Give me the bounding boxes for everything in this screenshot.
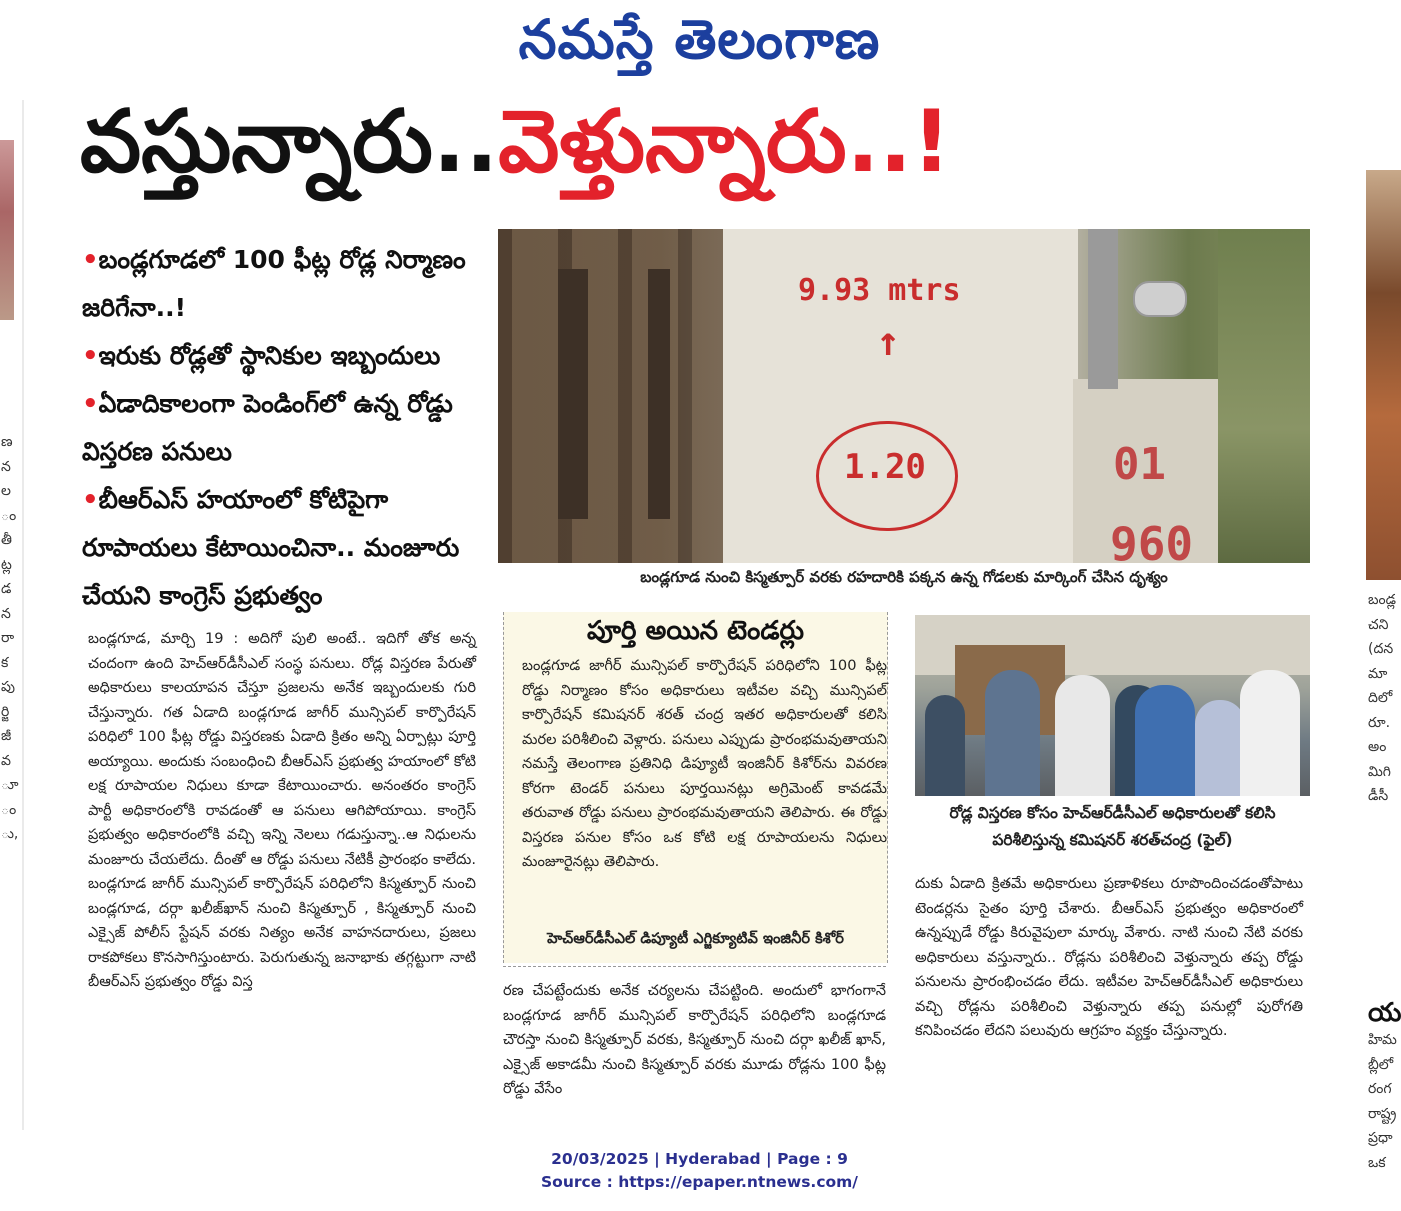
left-clipped-line: డ bbox=[1, 581, 12, 597]
right-clipped-line: చని bbox=[1368, 616, 1389, 633]
left-clipped-line: ం bbox=[1, 801, 17, 818]
left-clipped-line: పు bbox=[1, 679, 15, 695]
right-clipped-line: మిగి bbox=[1368, 763, 1391, 780]
right-clipped-line: హిమ bbox=[1368, 1032, 1397, 1048]
marking-text-top: 9.93 mtrs bbox=[798, 273, 961, 308]
bullet-item: •బండ్లగూడలో 100 ఫీట్ల రోడ్ల నిర్మాణం జరిగేనా..! bbox=[82, 245, 466, 322]
box-title: పూర్తి అయిన టెండర్లు bbox=[587, 616, 804, 646]
photo-1-caption: బండ్లగూడ నుంచి కిస్మత్పూర్ వరకు రహదారికి పక్కన ఉన్న గోడలకు మార్కింగ్ చేసిన దృశ్యం bbox=[640, 568, 1168, 586]
left-clipped-line: ణ bbox=[1, 434, 13, 450]
left-clipped-line: ూ bbox=[1, 777, 19, 793]
highlight-bullets bbox=[82, 236, 492, 620]
right-clipped-line: రంగ bbox=[1368, 1081, 1392, 1097]
headline-part-1: వస్తున్నారు.. bbox=[80, 92, 499, 192]
footer-source-link[interactable]: Source : https://epaper.ntnews.com/ bbox=[541, 1173, 858, 1191]
right-clipped-line: ఒక bbox=[1368, 1154, 1386, 1171]
left-clipped-line: ట్ల bbox=[1, 556, 12, 573]
left-clipped-line: ర్జి bbox=[1, 703, 10, 720]
left-clipped-line: ు, bbox=[1, 826, 19, 842]
article-column-1: బండ్లగూడ, మార్చి 19 : అదిగో పులి అంటే.. ఇదిగో తోక అన్న చందంగా ఉంది హెచ్‌ఆర్‌డీసీఎల్ సంస్థ పనులు. రోడ్ల విస్తరణ పేరుతో అధికారులు కాలయాపన చేస్తూ ప్రజలను అనేక ఇబ్బందులకు గురి చేస్తున్నారు. గత ఏడాది బండ్లగూడ జాగీర్ మున్సిపల్ కార్పొరేషన్ పరిధిలో 100 ఫీట్ల రోడ్డు విస్తరణకు ఏడాది క్రితం అన్ని ఏర్పాట్లు పూర్తి అయ్యాయి. అందుకు సంబంధించి బీఆర్‌ఎస్ ప్రభుత్వ హయాంలో కోటి లక్ష రూపాయల నిధులు కూడా కేటాయించారు. అనంతరం కాంగ్రెస్ పార్టీ అధికారంలోకి రావడంతో ఆ పనులు ఆగిపోయాయి. కాంగ్రెస్ ప్రభుత్వం అధికారంలోకి వచ్చి ఇన్ని నెలలు గడుస్తున్నా..ఆ నిధులను మంజూరు చేయలేదు. దీంతో ఆ రోడ్డు పనులు నేటికీ ప్రారంభం కాలేదు. బండ్లగూడ జాగీర్ మున్సిపల్ కార్పొరేషన్ పరిధిలోని కిస్మత్పూర్ నుంచి బండ్లగూడ, దర్గా ఖలీజ్‌ఖాన్ నుంచి కిస్మత్పూర్ , కిస్మత్పూర్ నుంచి ఎక్సైజ్ పోలీస్ స్టేషన్ వరకు నిత్యం అనేక వాహనదారులు, ప్రజలు రాకపోకలు కొనసాగిస్తుంటారు. పెరుగుతున్న జనాభాకు తగ్గట్టుగా నాటి బీఆర్‌ఎస్ ప్రభుత్వం రోడ్డు విస్త bbox=[88, 630, 476, 990]
marking-right-1: 01 bbox=[1113, 439, 1166, 490]
left-clipped-line: రా bbox=[1, 630, 15, 646]
right-clipped-line: బండ్ల bbox=[1368, 592, 1396, 608]
right-clipped-heading: య bbox=[1368, 998, 1401, 1028]
box-body: బండ్లగూడ జాగీర్ మున్సిపల్ కార్పొరేషన్ పరిధిలోని 100 ఫీట్ల రోడ్డు నిర్మాణం కోసం అధికారులు ఇటీవల వచ్చి మున్సిపల్ కార్పొరేషన్ కమిషనర్ శరత్ చంద్ర ఇతర అధికారులతో కలిసి మరల పరిశీలించి వెళ్లారు. పనులు ఎప్పుడు ప్రారంభమవుతాయని నమస్తే తెలంగాణ ప్రతినిధి డిప్యూటీ ఇంజినీర్ కిశోర్‌ను వివరణ కోరగా టెండర్ పనులు పూర్తయినట్లు అగ్రిమెంట్ కావడమే తరువాత రోడ్డు పనులు ప్రారంభమవుతాయని తెలిపారు. ఈ రోడ్డు విస్తరణ పనుల కోసం ఒక కోటి లక్ష రూపాయలను నిధులు మంజూరైనట్లు తెలిపారు. bbox=[522, 657, 887, 870]
photo-2-caption: రోడ్ల విస్తరణ కోసం హెచ్‌ఆర్‌డీసీఎల్ అధికారులతో కలిసి పరిశీలిస్తున్న కమిషనర్ శరత్‌చంద్ర (ఫైల్) bbox=[949, 804, 1276, 849]
bullet-item: •బీఆర్‌ఎస్ హయాంలో కోటిపైగా రూపాయలు కేటాయించినా.. మంజూరు చేయని కాంగ్రెస్ ప్రభుత్వం bbox=[82, 485, 460, 610]
tenders-box bbox=[503, 612, 888, 963]
right-clipped-line: డీసీ bbox=[1368, 788, 1389, 804]
left-clipped-photo bbox=[0, 140, 14, 320]
right-clipped-column bbox=[1364, 100, 1401, 1171]
footer-date-edition: 20/03/2025 | Hyderabad | Page : 9 bbox=[551, 1150, 848, 1168]
marking-circle-text: 1.20 bbox=[844, 447, 926, 487]
marking-right-2: 960 bbox=[1110, 517, 1194, 571]
right-clipped-line: రాష్ట్ర bbox=[1368, 1105, 1397, 1122]
right-clipped-line: మా bbox=[1368, 665, 1388, 682]
left-clipped-line: తీ bbox=[1, 532, 12, 548]
right-clipped-line: అం bbox=[1368, 739, 1387, 755]
left-clipped-line: వ bbox=[1, 752, 11, 769]
article-column-3: దుకు ఏడాది క్రితమే అధికారులు ప్రణాళికలు రూపొందించడంతోపాటు టెండర్లను సైతం పూర్తి చేశారు. బీఆర్‌ఎస్ ప్రభుత్వం అధికారంలో ఉన్నప్పుడే రోడ్డు కిరువైపులా మార్కు వేశారు. నాటి నుంచి నేటి వరకు అధికారులు వస్తున్నారు.. రోడ్లను పరిశీలించి వెళ్తున్నారు తప్ప రోడ్డు పనులను ప్రారంభించడం లేదు. ఇటీవల హెచ్‌ఆర్‌డీసీఎల్ అధికారులు వచ్చి రోడ్లను పరిశీలించి వెళ్తున్నారు తప్ప పనుల్లో పురోగతి కనిపించడం లేదని పలువురు ఆగ్రహం వ్యక్తం చేస్తున్నారు. bbox=[915, 875, 1303, 1039]
left-clipped-line: ల bbox=[1, 483, 11, 499]
left-clipped-line: ం bbox=[1, 507, 17, 524]
masthead-logo: నమస్తే తెలంగాణ bbox=[518, 8, 881, 71]
headline bbox=[80, 92, 1330, 192]
right-clipped-line: రూ. bbox=[1368, 714, 1391, 731]
box-signature: హెచ్‌ఆర్‌డీసీఎల్ డిప్యూటీ ఎగ్జిక్యూటివ్ ఇంజినీర్ కిశోర్ bbox=[547, 930, 844, 947]
left-clipped-column bbox=[0, 100, 24, 1130]
left-clipped-text bbox=[1, 430, 19, 847]
marking-arrow: ↑ bbox=[876, 319, 901, 365]
left-clipped-line: క bbox=[1, 654, 9, 671]
left-clipped-line: జీ bbox=[1, 728, 12, 744]
bullet-item: •ఏడాదికాలంగా పెండింగ్‌లో ఉన్న రోడ్డు విస్తరణ పనులు bbox=[82, 389, 453, 466]
article-column-2: రణ చేపట్టేందుకు అనేక చర్యలను చేపట్టింది. అందులో భాగంగానే బండ్లగూడ జాగీర్ మున్సిపల్ కార్పొరేషన్ పరిధిలోని బండ్లగూడ చౌరస్తా నుంచి కిస్మత్పూర్ వరకు, కిస్మత్పూర్ నుంచి దర్గా ఖలీజ్ ఖాన్, ఎక్సైజ్ అకాడమీ నుంచి కిస్మత్పూర్ వరకు మూడు రోడ్లను 100 ఫీట్ల రోడ్డు వేసేం bbox=[503, 982, 886, 1097]
right-clipped-line: దిలో bbox=[1368, 690, 1393, 706]
right-clipped-text bbox=[1368, 588, 1400, 809]
left-clipped-line: న bbox=[1, 458, 11, 475]
right-clipped-line: (దన bbox=[1368, 641, 1394, 657]
headline-part-2: వెళ్తున్నారు..! bbox=[498, 92, 952, 192]
wall-marking-photo bbox=[498, 229, 1310, 571]
bullet-item: •ఇరుకు రోడ్లతో స్థానికుల ఇబ్బందులు bbox=[82, 341, 441, 371]
right-clipped-photo bbox=[1366, 170, 1401, 580]
officials-inspection-photo bbox=[915, 615, 1310, 796]
left-clipped-line: న bbox=[1, 605, 11, 622]
right-clipped-line: ప్రధా bbox=[1368, 1130, 1393, 1146]
right-clipped-line: బ్లీలో bbox=[1368, 1056, 1394, 1073]
